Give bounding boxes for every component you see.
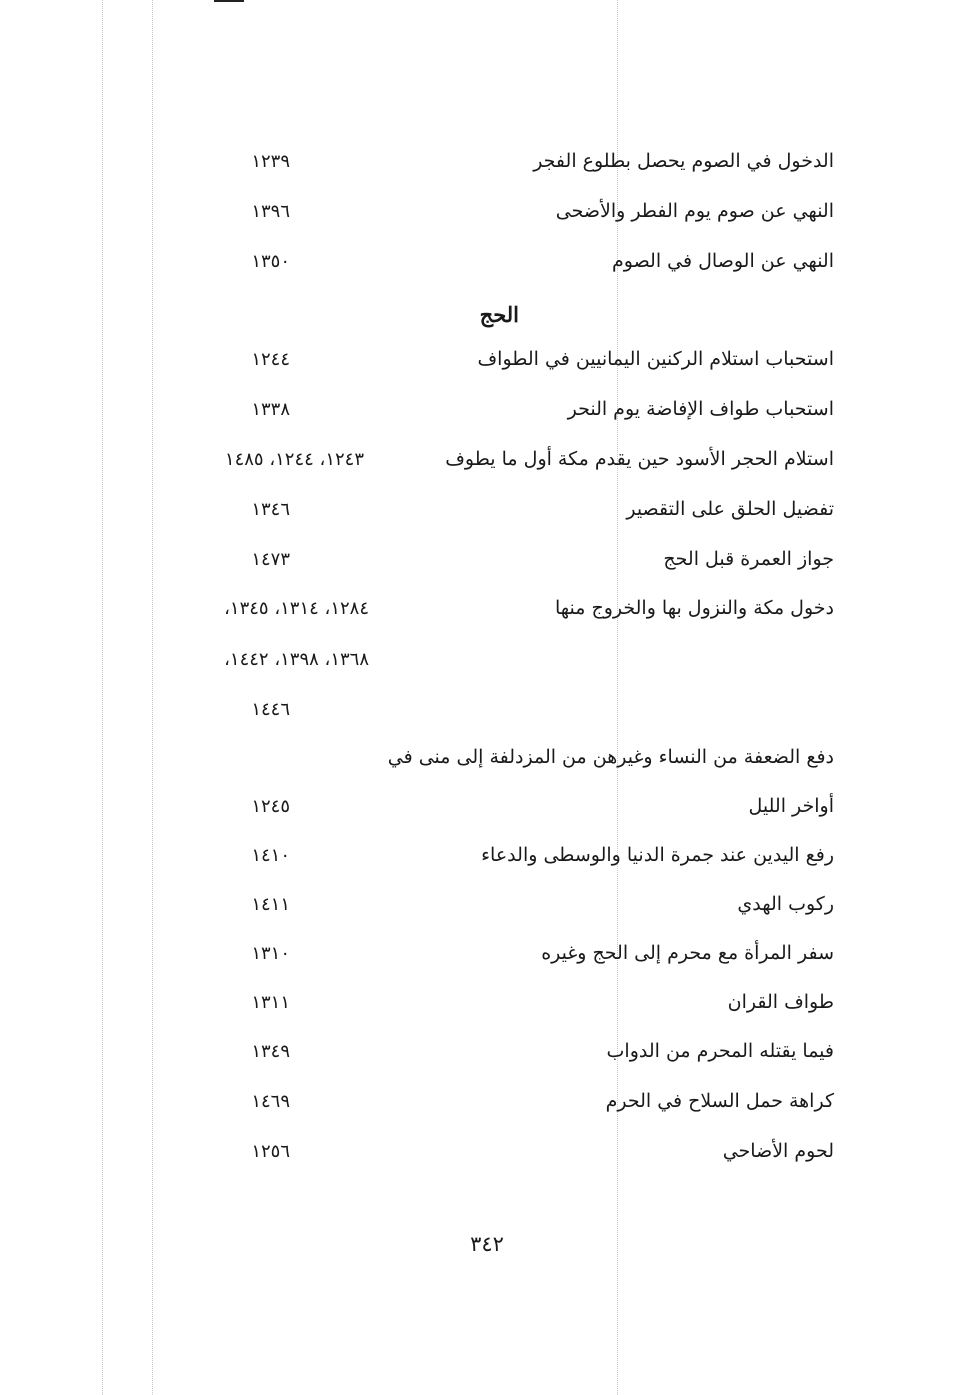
index-entry-numbers: ١٤٦٩ <box>251 1091 290 1112</box>
index-entry-numbers: ١٤١٠ <box>251 845 290 866</box>
scan-artifact-line <box>102 0 103 1395</box>
index-entry-numbers: ١٢٣٩ <box>251 151 290 172</box>
index-entry-numbers: ١٣٤٦ <box>251 499 290 520</box>
index-entry-numbers: ١٣٩٦ <box>251 201 290 222</box>
index-entry-numbers: ١٣١١ <box>251 992 290 1013</box>
index-entry-numbers: ١٢٤٤ <box>251 349 290 370</box>
index-entry-title: استحباب طواف الإفاضة يوم النحر <box>567 398 834 420</box>
index-entry-numbers: ١٣٥٠ <box>251 251 290 272</box>
scan-artifact-line <box>152 0 153 1395</box>
index-entry-title: ركوب الهدي <box>737 893 834 915</box>
index-entry-title: النهي عن صوم يوم الفطر والأضحى <box>555 200 834 222</box>
index-entry-title: استلام الحجر الأسود حين يقدم مكة أول ما يطوف <box>445 448 834 470</box>
index-entry-title: رفع اليدين عند جمرة الدنيا والوسطى والدعاء <box>481 844 834 866</box>
index-entry-numbers: ١٢٥٦ <box>251 1141 290 1162</box>
index-entry-numbers: ١٣٤٩ <box>251 1041 290 1062</box>
section-heading: الحج <box>479 302 519 327</box>
index-entry-title: دفع الضعفة من النساء وغيرهن من المزدلفة إلى منى في <box>387 746 834 768</box>
index-entry-numbers: ١٤٤٦ <box>251 699 290 720</box>
index-entry-title: استحباب استلام الركنين اليمانيين في الطواف <box>477 348 834 370</box>
index-entry-title: أواخر الليل <box>748 795 834 817</box>
index-entry-numbers: ١٢٨٤، ١٣١٤، ١٣٤٥، <box>224 598 369 619</box>
index-entry-title: جواز العمرة قبل الحج <box>663 548 834 570</box>
index-entry-title: كراهة حمل السلاح في الحرم <box>605 1090 834 1112</box>
index-entry-title: تفضيل الحلق على التقصير <box>626 498 834 520</box>
index-entry-title: فيما يقتله المحرم من الدواب <box>606 1040 834 1062</box>
index-entry-title: النهي عن الوصال في الصوم <box>611 250 834 272</box>
index-entry-title: الدخول في الصوم يحصل بطلوع الفجر <box>533 150 834 172</box>
top-rule <box>214 0 244 2</box>
index-entry-title: دخول مكة والنزول بها والخروج منها <box>554 597 834 619</box>
index-entry-numbers: ١٢٤٣، ١٢٤٤، ١٤٨٥ <box>224 449 364 470</box>
index-entry-numbers: ١٤١١ <box>251 894 290 915</box>
index-entry-numbers: ١٣٦٨، ١٣٩٨، ١٤٤٢، <box>224 649 369 670</box>
index-entry-numbers: ١٣١٠ <box>251 943 290 964</box>
index-entry-numbers: ١٤٧٣ <box>251 549 290 570</box>
index-entry-title: طواف القران <box>727 991 834 1013</box>
index-entry-numbers: ١٢٤٥ <box>251 796 290 817</box>
page-number: ٣٤٢ <box>470 1232 504 1256</box>
index-entry-title: سفر المرأة مع محرم إلى الحج وغيره <box>541 942 834 964</box>
index-entry-title: لحوم الأضاحي <box>722 1140 834 1162</box>
index-entry-numbers: ١٣٣٨ <box>251 399 290 420</box>
